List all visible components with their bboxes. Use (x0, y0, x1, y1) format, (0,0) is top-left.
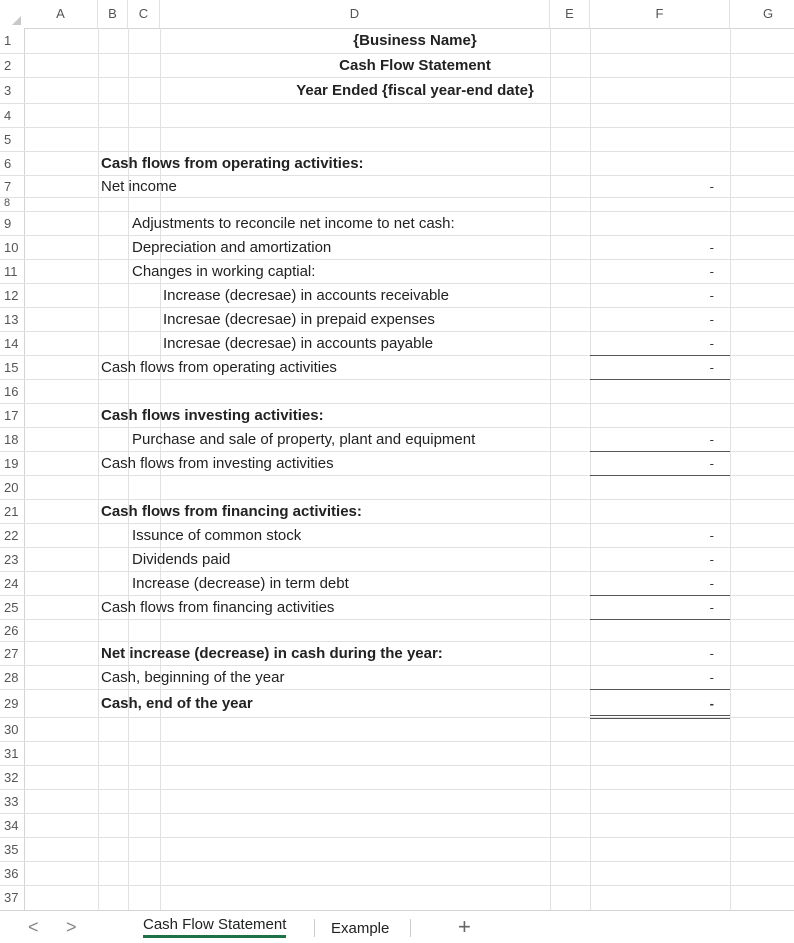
scroll-tabs-left-button[interactable]: < (28, 917, 39, 937)
value-cell[interactable]: - (709, 288, 714, 303)
section-heading-operating[interactable]: Cash flows from operating activities: (101, 155, 364, 172)
table-row[interactable] (0, 666, 794, 690)
table-row[interactable] (0, 548, 794, 572)
row-number[interactable]: 5 (4, 132, 12, 147)
table-row[interactable] (0, 572, 794, 596)
column-header-g[interactable]: G (762, 6, 774, 21)
value-cell[interactable]: - (709, 264, 714, 279)
row-number[interactable]: 21 (4, 504, 19, 519)
row-number[interactable]: 24 (4, 576, 19, 591)
table-row[interactable] (0, 176, 794, 198)
column-header-c[interactable]: C (128, 0, 160, 28)
table-row[interactable] (0, 790, 794, 814)
table-row[interactable] (0, 356, 794, 380)
row-number[interactable]: 34 (4, 818, 19, 833)
tab-cash-flow-statement[interactable] (143, 916, 286, 933)
subtotal-label[interactable]: Cash flows from operating activities (101, 359, 337, 376)
row-number[interactable]: 33 (4, 794, 19, 809)
line-item-label[interactable]: Changes in working captial: (132, 263, 316, 280)
row-number[interactable]: 7 (4, 179, 12, 194)
value-cell[interactable]: - (709, 528, 714, 543)
value-cell[interactable]: - (709, 179, 714, 194)
value-cell[interactable]: - (709, 360, 714, 375)
business-name-cell[interactable]: {Business Name} (353, 32, 477, 49)
table-row[interactable] (0, 452, 794, 476)
line-item-label[interactable]: Issunce of common stock (132, 527, 302, 544)
row-number[interactable]: 2 (4, 58, 12, 73)
value-cell[interactable]: - (709, 336, 714, 351)
column-header-d[interactable]: D (160, 0, 550, 28)
row-number[interactable]: 26 (4, 623, 19, 638)
row-number[interactable]: 35 (4, 842, 19, 857)
table-row[interactable] (0, 128, 794, 152)
table-row[interactable] (0, 838, 794, 862)
tab-divider (314, 919, 315, 937)
table-row[interactable] (0, 332, 794, 356)
table-row[interactable] (0, 718, 794, 742)
column-header-f[interactable]: F (590, 0, 730, 28)
section-heading-investing[interactable]: Cash flows investing activities: (101, 407, 324, 424)
column-header-bar (0, 0, 794, 29)
table-row[interactable] (0, 236, 794, 260)
table-row[interactable] (0, 212, 794, 236)
row-number[interactable]: 22 (4, 528, 19, 543)
row-number[interactable]: 31 (4, 746, 19, 761)
table-row[interactable] (0, 886, 794, 910)
row-number[interactable]: 32 (4, 770, 19, 785)
table-row[interactable] (0, 104, 794, 128)
row-number[interactable]: 8 (4, 197, 11, 209)
scroll-tabs-right-button[interactable]: > (66, 917, 77, 937)
double-rule (590, 715, 730, 716)
row-number[interactable]: 1 (4, 33, 12, 48)
table-row[interactable] (0, 78, 794, 104)
sheet-tab-bar (0, 910, 794, 943)
table-row[interactable] (0, 476, 794, 500)
line-item-label[interactable]: Dividends paid (132, 551, 231, 568)
row-number[interactable]: 37 (4, 890, 19, 905)
value-cell[interactable]: - (709, 240, 714, 255)
table-row[interactable] (0, 404, 794, 428)
table-row[interactable] (0, 642, 794, 666)
row-number[interactable]: 30 (4, 722, 19, 737)
tab-divider (410, 919, 411, 937)
add-sheet-button[interactable]: + (458, 914, 471, 939)
table-row[interactable] (0, 862, 794, 886)
value-cell[interactable]: - (709, 312, 714, 327)
subtotal-label[interactable]: Cash flows from investing activities (101, 455, 334, 472)
table-row[interactable] (0, 380, 794, 404)
select-all-corner[interactable] (0, 0, 24, 28)
column-header-b[interactable]: B (98, 0, 128, 28)
column-header-e[interactable]: E (550, 0, 590, 28)
table-row[interactable] (0, 428, 794, 452)
value-cell[interactable]: - (709, 432, 714, 447)
period-cell[interactable]: Year Ended {fiscal year-end date} (296, 82, 534, 99)
line-item-label[interactable]: Increase (decrease) in term debt (132, 575, 349, 592)
row-number[interactable]: 18 (4, 432, 19, 447)
line-item-label[interactable]: Incresae (decresae) in accounts payable (163, 335, 434, 352)
table-row[interactable] (0, 766, 794, 790)
row-number[interactable]: 23 (4, 552, 19, 567)
table-row[interactable] (0, 500, 794, 524)
tab-example[interactable]: Example (331, 920, 390, 937)
row-number[interactable]: 6 (4, 156, 12, 171)
ending-cash-label[interactable]: Cash, end of the year (101, 695, 253, 712)
table-row[interactable] (0, 198, 794, 212)
value-cell[interactable]: - (709, 646, 714, 661)
row-number[interactable]: 11 (4, 264, 18, 279)
table-row[interactable] (0, 308, 794, 332)
row-number[interactable]: 17 (4, 408, 19, 423)
table-row[interactable] (0, 284, 794, 308)
line-item-label[interactable]: Depreciation and amortization (132, 239, 332, 256)
value-cell[interactable]: - (709, 576, 714, 591)
section-heading-financing[interactable]: Cash flows from financing activities: (101, 503, 362, 520)
row-number[interactable]: 20 (4, 480, 19, 495)
column-header-a[interactable]: A (24, 0, 98, 28)
row-number[interactable]: 25 (4, 600, 19, 615)
row-number[interactable]: 4 (4, 108, 12, 123)
row-number[interactable]: 9 (4, 216, 12, 231)
row-number[interactable]: 12 (4, 288, 19, 303)
table-row[interactable] (0, 742, 794, 766)
row-number[interactable]: 10 (4, 240, 19, 255)
table-row[interactable] (0, 152, 794, 176)
table-row[interactable] (0, 260, 794, 284)
value-cell[interactable]: - (709, 552, 714, 567)
table-row[interactable] (0, 596, 794, 620)
row-number[interactable]: 19 (4, 456, 19, 471)
subtotal-label[interactable]: Cash flows from financing activities (101, 599, 335, 616)
active-tab-indicator (143, 935, 286, 938)
value-cell[interactable]: - (709, 696, 714, 711)
value-cell[interactable]: - (709, 670, 714, 685)
line-item-label[interactable]: Adjustments to reconcile net income to net cash: (132, 215, 455, 232)
table-row[interactable] (0, 690, 794, 718)
line-item-label[interactable]: Incresae (decresae) in prepaid expenses (163, 311, 435, 328)
line-item-label[interactable]: Cash, beginning of the year (101, 669, 285, 686)
value-cell[interactable]: - (709, 600, 714, 615)
line-item-label[interactable]: Increase (decresae) in accounts receivable (163, 287, 449, 304)
row-number[interactable]: 3 (4, 83, 12, 98)
table-row[interactable] (0, 54, 794, 78)
row-number[interactable]: 28 (4, 670, 19, 685)
row-number[interactable]: 16 (4, 384, 19, 399)
row-number[interactable]: 36 (4, 866, 19, 881)
line-item-label[interactable]: Net income (101, 178, 177, 195)
value-cell[interactable]: - (709, 456, 714, 471)
table-row[interactable] (0, 814, 794, 838)
row-number[interactable]: 15 (4, 360, 19, 375)
line-item-label[interactable]: Purchase and sale of property, plant and equipment (132, 431, 476, 448)
table-row[interactable] (0, 28, 794, 54)
table-row[interactable] (0, 620, 794, 642)
row-number[interactable]: 27 (4, 646, 19, 661)
row-number[interactable]: 13 (4, 312, 19, 327)
tab-label: Cash Flow Statement (143, 916, 287, 933)
row-number[interactable]: 14 (4, 336, 19, 351)
table-row[interactable] (0, 524, 794, 548)
row-number[interactable]: 29 (4, 696, 19, 711)
statement-title-cell[interactable]: Cash Flow Statement (339, 57, 491, 74)
net-change-label[interactable]: Net increase (decrease) in cash during the year: (101, 645, 443, 662)
